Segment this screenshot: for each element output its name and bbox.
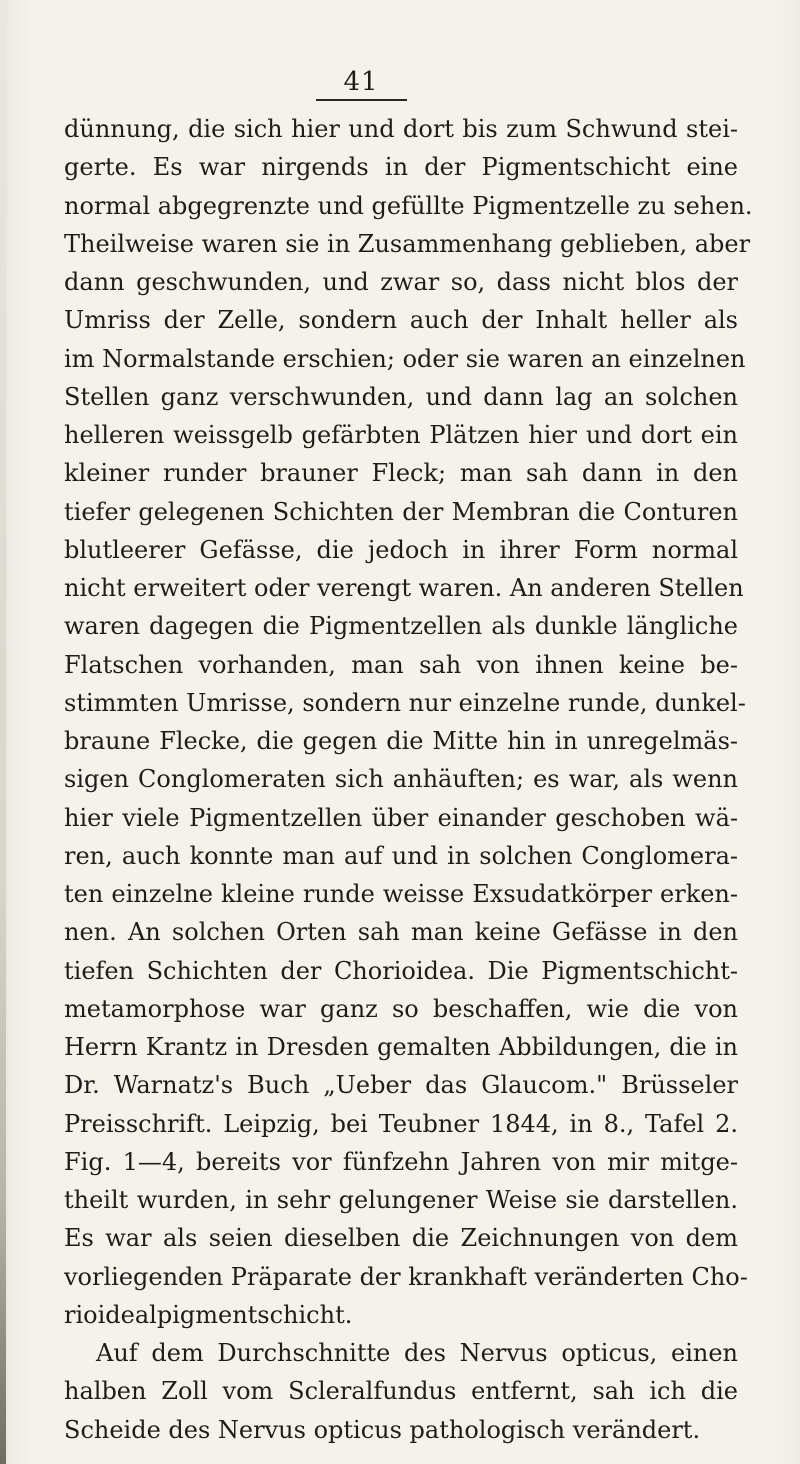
paragraph-start-line: Auf dem Durchschnitte des Nervus opticus, einen [96, 1339, 738, 1367]
text-line: Stellen ganz verschwunden, und dann lag an solchen [64, 382, 738, 411]
body-text [64, 110, 753, 1449]
text-line: Theilweise waren sie in Zusammenhang geblieben, aber [64, 229, 751, 258]
text-line: theilt wurden, in sehr gelungener Weise sie darstellen. [64, 1186, 738, 1214]
text-line: halben Zoll vom Scleralfundus entfernt, sah ich die [64, 1377, 738, 1406]
page-number: 41 [343, 67, 379, 97]
text-line: normal abgegrenzte und gefüllte Pigmentzelle zu sehen. [64, 191, 753, 220]
text-line: dünnung, die sich hier und dort bis zum Schwund stei- [64, 115, 738, 143]
text-line: tiefen Schichten der Chorioidea. Die Pigmentschicht- [64, 956, 738, 985]
text-line: dann geschwunden, und zwar so, dass nicht blos der [64, 268, 738, 296]
text-line: gerte. Es war nirgends in der Pigmentschicht eine [64, 153, 738, 182]
text-line: nicht erweitert oder verengt waren. An anderen Stellen [64, 574, 744, 602]
text-line: ten einzelne kleine runde weisse Exsudatkörper erken- [64, 880, 738, 908]
text-line: nen. An solchen Orten sah man keine Gefässe in den [64, 918, 738, 947]
text-line: Umriss der Zelle, sondern auch der Inhalt heller als [64, 306, 738, 335]
paragraph-end-line: Scheide des Nervus opticus pathologisch verändert. [64, 1415, 701, 1444]
text-line: Herrn Krantz in Dresden gemalten Abbildungen, die in [64, 1033, 738, 1061]
text-line: kleiner runder brauner Fleck; man sah dann in den [64, 459, 738, 488]
text-line: metamorphose war ganz so beschaffen, wie die von [64, 994, 738, 1023]
text-line: ren, auch konnte man auf und in solchen Conglomera- [64, 841, 738, 870]
text-line: blutleerer Gefässe, die jedoch in ihrer Form normal [64, 535, 738, 564]
page-binding-edge [0, 0, 6, 1464]
text-line: hier viele Pigmentzellen über einander geschoben wä- [64, 803, 738, 832]
text-line: Flatschen vorhanden, man sah von ihnen keine be- [64, 650, 738, 679]
text-line: tiefer gelegenen Schichten der Membran die Conturen [64, 497, 738, 526]
text-line: Fig. 1—4, bereits vor fünfzehn Jahren von mir mitge- [64, 1147, 738, 1176]
text-line: waren dagegen die Pigmentzellen als dunkle längliche [64, 612, 738, 641]
text-line: sigen Conglomeraten sich anhäuften; es war, als wenn [64, 765, 738, 794]
page-number-rule [316, 99, 407, 101]
paragraph-end-line: rioidealpigmentschicht. [64, 1300, 353, 1329]
text-line: vorliegenden Präparate der krankhaft veränderten Cho- [64, 1262, 748, 1291]
text-line: Preisschrift. Leipzig, bei Teubner 1844, in 8., Tafel 2. [64, 1109, 738, 1138]
text-line: Es war als seien dieselben die Zeichnungen von dem [64, 1224, 738, 1253]
text-line: im Normalstande erschien; oder sie waren an einzelnen [64, 344, 746, 373]
text-line: braune Flecke, die gegen die Mitte hin in unregelmäs- [64, 727, 738, 755]
text-line: Dr. Warnatz's Buch „Ueber das Glaucom." Brüsseler [64, 1071, 738, 1100]
text-line: helleren weissgelb gefärbten Plätzen hier und dort ein [64, 421, 738, 449]
text-line: stimmten Umrisse, sondern nur einzelne runde, dunkel- [64, 688, 746, 717]
